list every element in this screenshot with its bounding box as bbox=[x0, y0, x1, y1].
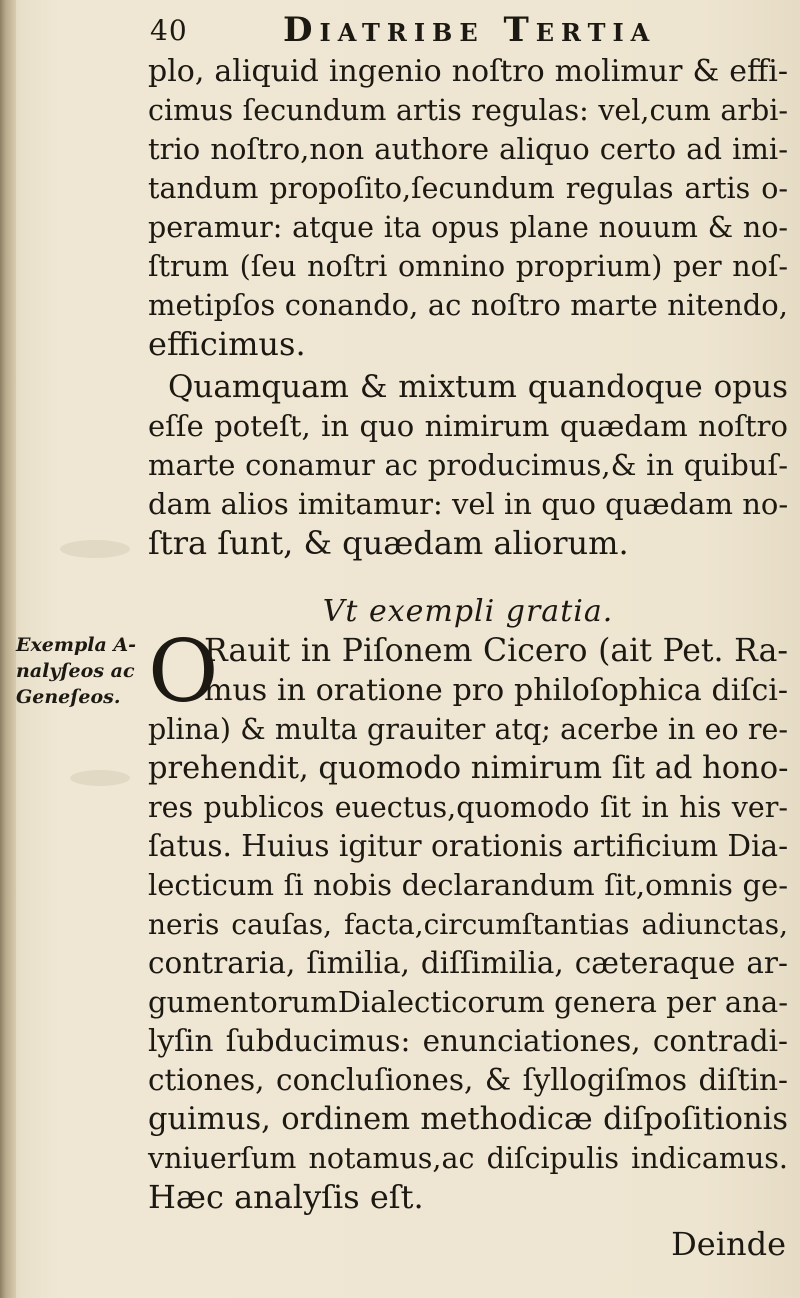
text-line: peramur: atque ita opus plane nouum & no- bbox=[148, 211, 788, 244]
text-line: efficimus. bbox=[148, 325, 306, 363]
page-gutter bbox=[0, 0, 16, 1298]
text-line: guimus, ordinem methodicæ diſpoſitionis bbox=[148, 1102, 788, 1137]
catchword: Deinde bbox=[671, 1225, 786, 1263]
text-line: res publicos euectus,quomodo ſit in his ver- bbox=[148, 791, 788, 824]
text-line: plo, aliquid ingenio noſtro molimur & effi- bbox=[148, 54, 788, 89]
ink-smudge bbox=[60, 540, 130, 558]
text-line: vniuerſum notamus,ac diſcipulis indicamus. bbox=[148, 1142, 788, 1175]
marginal-note-line: Exempla A- bbox=[16, 634, 137, 656]
paragraph bbox=[148, 368, 788, 563]
text-line: neris cauſas, facta,circumſtantias adiunctas, bbox=[148, 908, 788, 941]
text-line: dam alios imitamur: vel in quo quædam no- bbox=[148, 487, 789, 521]
text-line: ſatus. Huius igitur orationis artificium Dia- bbox=[148, 829, 789, 863]
text-line: Hæc analyſis eſt. bbox=[148, 1178, 424, 1216]
text-line: lyſin ſubducimus: enunciationes, contradi- bbox=[148, 1024, 788, 1058]
text-line: Quamquam & mixtum quandoque opus bbox=[168, 369, 788, 405]
section-heading: Vt exempli gratia. bbox=[322, 594, 614, 629]
text-line: mus in oratione pro philoſophica diſci- bbox=[204, 673, 788, 708]
text-line: contraria, ſimilia, diſſimilia, cæteraque ar- bbox=[148, 946, 788, 980]
text-line: cimus ſecundum artis regulas: vel,cum arbi- bbox=[148, 94, 788, 127]
marginal-note bbox=[16, 632, 146, 710]
running-head: Diatribe Tertia bbox=[283, 10, 657, 50]
paragraph bbox=[148, 52, 788, 364]
page-number: 40 bbox=[150, 14, 188, 47]
marginal-note-line: nalyſeos ac bbox=[16, 660, 135, 682]
text-line: ſtra ſunt, & quædam aliorum. bbox=[148, 524, 629, 562]
text-line: gumentorumDialecticorum genera per ana- bbox=[148, 985, 788, 1019]
page-header bbox=[150, 8, 790, 52]
text-line: eſſe poteſt, in quo nimirum quædam noſtro bbox=[148, 409, 788, 443]
text-line: marte conamur ac producimus,& in quibuſ- bbox=[148, 448, 788, 482]
text-line: Rauit in Piſonem Cicero (ait Pet. Ra- bbox=[204, 633, 788, 669]
text-line: prehendit, quomodo nimirum ſit ad hono- bbox=[148, 751, 789, 786]
drop-capital: O bbox=[148, 622, 219, 722]
text-line: ſtrum (ſeu noſtri omnino proprium) per noſ- bbox=[148, 250, 788, 283]
text-line: trio noſtro,non authore aliquo certo ad imi- bbox=[148, 132, 788, 166]
text-line: metipſos conando, ac noſtro marte nitendo, bbox=[148, 288, 788, 322]
text-line: ctiones, concluſiones, & ſyllogiſmos diſtin- bbox=[148, 1063, 788, 1097]
text-line: tandum propoſito,ſecundum regulas artis o- bbox=[148, 172, 788, 205]
marginal-note-line: Geneſeos. bbox=[16, 686, 121, 708]
text-line: plina) & multa grauiter atq; acerbe in eo re- bbox=[148, 713, 788, 746]
text-line: lecticum ſi nobis declarandum ſit,omnis ge- bbox=[148, 868, 788, 902]
ink-smudge bbox=[70, 770, 130, 786]
paragraph bbox=[148, 622, 789, 1217]
